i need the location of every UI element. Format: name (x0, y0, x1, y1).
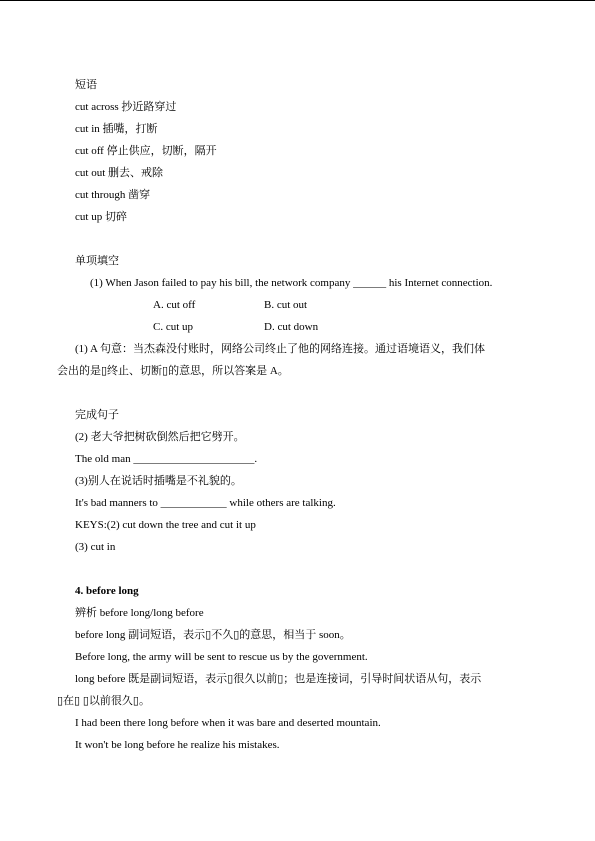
completion-q2-cn: (2) 老大爷把树砍倒然后把它劈开。 (75, 431, 245, 443)
option-b: B. cut out (264, 299, 308, 311)
option-c: C. cut up (153, 321, 194, 333)
mcq-heading: 单项填空 (75, 255, 119, 267)
section-subtitle: 辨析 before long/long before (75, 607, 204, 619)
option-d: D. cut down (264, 321, 319, 333)
mcq-explanation-cont: 会出的是▯终止、切断▯的意思，所以答案是 A。 (57, 365, 289, 377)
mcq-question: (1) When Jason failed to pay his bill, the network company ______ his Internet connection. (90, 277, 493, 289)
section-line: long before 既是副词短语，表示▯很久以前▯；也是连接词，引导时间状语从句，表示 (75, 673, 482, 685)
phrase-item: cut off 停止供应，切断，隔开 (75, 145, 217, 157)
completion-q2-en: The old man ______________________. (75, 453, 258, 465)
option-a: A. cut off (153, 299, 196, 311)
section-line: Before long, the army will be sent to rescue us by the government. (75, 651, 368, 663)
phrase-item: cut up 切碎 (75, 211, 127, 223)
completion-keys: KEYS:(2) cut down the tree and cut it up (75, 519, 256, 531)
completion-heading: 完成句子 (75, 409, 119, 421)
phrase-item: cut across 抄近路穿过 (75, 101, 177, 113)
section-line-cont: ▯在▯ ▯以前很久▯。 (57, 695, 150, 707)
phrase-item: cut in 插嘴，打断 (75, 123, 158, 135)
phrase-item: cut through 凿穿 (75, 189, 151, 201)
completion-q3-en: It's bad manners to ____________ while others are talking. (75, 497, 336, 509)
completion-q3-cn: (3)别人在说话时插嘴是不礼貌的。 (75, 475, 242, 487)
phrases-heading: 短语 (75, 79, 97, 91)
section-title: 4. before long (75, 585, 139, 597)
section-line: It won't be long before he realize his mistakes. (75, 739, 280, 751)
phrase-item: cut out 删去、戒除 (75, 167, 163, 179)
mcq-explanation: (1) A 句意：当杰森没付账时，网络公司终止了他的网络连接。通过语境语义，我们体 (75, 343, 486, 355)
header-rule (0, 0, 595, 1)
section-line: before long 副词短语，表示▯不久▯的意思，相当于 soon。 (75, 629, 351, 641)
section-line: I had been there long before when it was bare and deserted mountain. (75, 717, 381, 729)
completion-keys-cont: (3) cut in (75, 541, 116, 553)
